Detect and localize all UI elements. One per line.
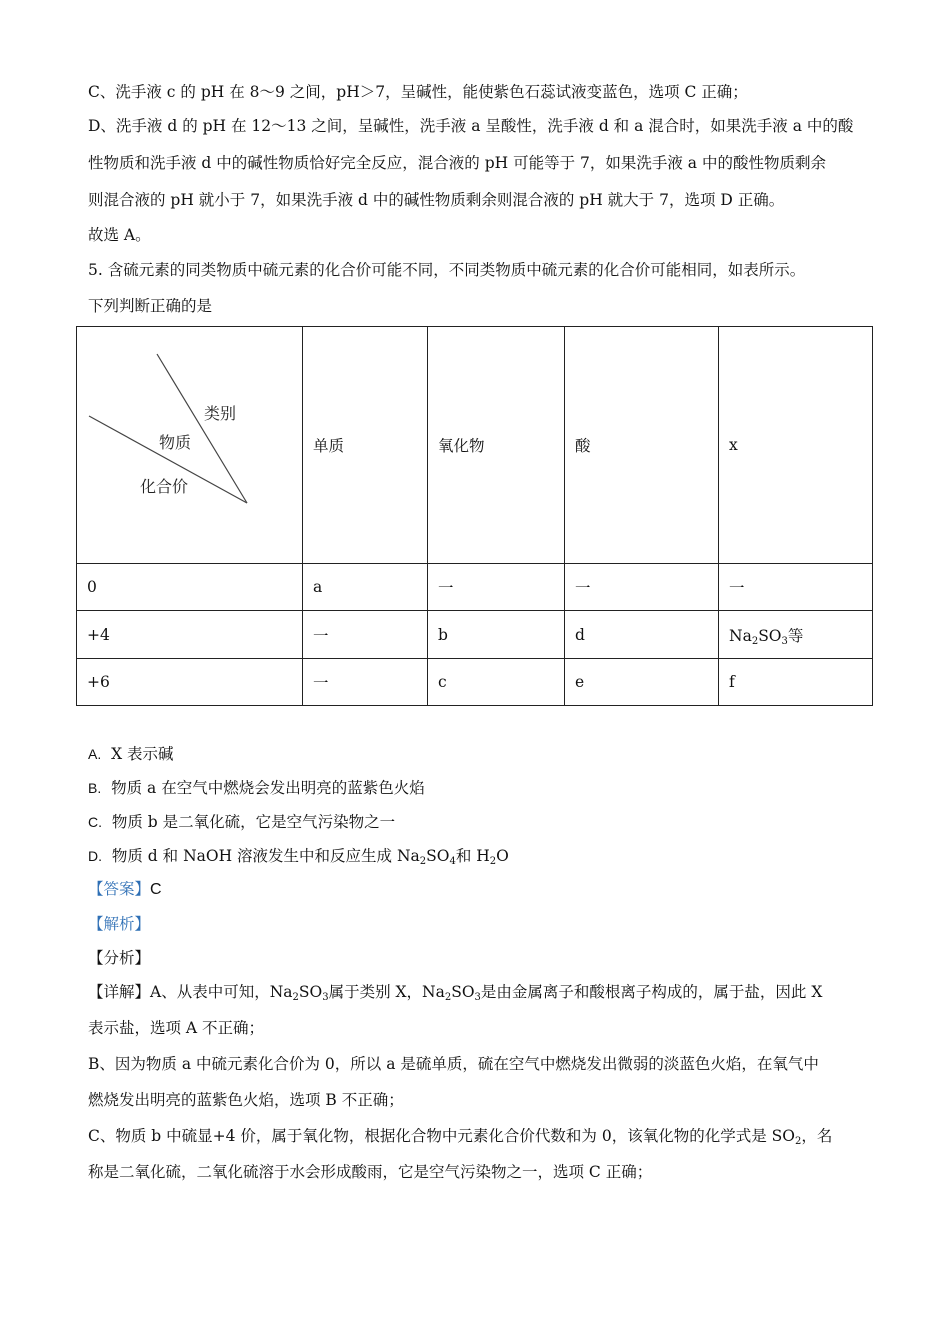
label-category: 类别 (204, 404, 237, 423)
table-cell: b (428, 611, 565, 659)
paragraph-line: D、洗手液 d 的 pH 在 12～13 之间，呈碱性，洗手液 a 呈酸性，洗手液 d 和 a 混合时，如果洗手液 a 中的酸 (88, 117, 854, 135)
option-d: D. 物质 d 和 NaOH 溶液发生中和反应生成 $Na_2SO_4$和 $H_2O$ (88, 847, 509, 867)
table-cell: 一 (303, 659, 428, 706)
valence-cell: +6 (77, 659, 303, 706)
diagonal-header-svg (77, 327, 302, 563)
table-cell: a (303, 564, 428, 611)
table-cell: e (565, 659, 719, 706)
table-cell: c (428, 659, 565, 706)
detail-line: B、因为物质 a 中硫元素化合价为 0，所以 a 是硫单质，硫在空气中燃烧发出微弱的淡蓝色火焰，在氧气中 (88, 1055, 819, 1073)
valence-cell: +4 (77, 611, 303, 659)
detail-line: 【详解】A、从表中可知，$Na_2SO_3$属于类别 X，$Na_2SO_3$是由金属离子和酸根离子构成的，属于盐，因此 X (88, 983, 823, 1003)
table-cell: 一 (719, 564, 873, 611)
table-row (77, 564, 873, 611)
detail-line: 称是二氧化硫，二氧化硫溶于水会形成酸雨，它是空气污染物之一，选项 C 正确； (88, 1163, 653, 1181)
answer-value: C (150, 881, 162, 898)
header-cell: 酸 (565, 327, 719, 564)
table-cell-na2so3: $Na_2SO_3$等 (719, 611, 873, 659)
label-substance: 物质 (159, 433, 192, 452)
sulfur-valence-table (76, 326, 873, 706)
paragraph-line: C、洗手液 c 的 pH 在 8～9 之间，pH＞7，呈碱性，能使紫色石蕊试液变蓝色，选项 C 正确； (88, 83, 748, 101)
question-stem: 5. 含硫元素的同类物质中硫元素的化合价可能不同，不同类物质中硫元素的化合价可能相同，如表所示。 (88, 261, 806, 279)
table-row (77, 611, 873, 659)
valence-cell: 0 (77, 564, 303, 611)
analysis-subheading: 【分析】 (88, 949, 151, 967)
option-a: A. X 表示碱 (88, 745, 174, 763)
paragraph-line: 故选 A。 (88, 226, 151, 244)
table-cell: d (565, 611, 719, 659)
header-cell: x (719, 327, 873, 564)
paragraph-line: 则混合液的 pH 就小于 7，如果洗手液 d 中的碱性物质剩余则混合液的 pH 就大于 7，选项 D 正确。 (88, 191, 785, 209)
detail-line: 表示盐，选项 A 不正确； (88, 1019, 265, 1037)
table-header-row (77, 327, 873, 564)
table-cell: 一 (303, 611, 428, 659)
table-cell: 一 (428, 564, 565, 611)
analysis-heading: 【解析】 (88, 915, 151, 933)
detail-line: 燃烧发出明亮的蓝紫色火焰，选项 B 不正确； (88, 1091, 404, 1109)
label-valence: 化合价 (140, 477, 189, 496)
paragraph-line: 性物质和洗手液 d 中的碱性物质恰好完全反应，混合液的 pH 可能等于 7，如果洗手液 a 中的酸性物质剩余 (88, 154, 826, 172)
diagonal-header-cell (77, 327, 303, 564)
header-cell: 单质 (303, 327, 428, 564)
header-cell: 氧化物 (428, 327, 565, 564)
table-cell: f (719, 659, 873, 706)
answer-label: 【答案】 (88, 880, 151, 898)
table-cell: 一 (565, 564, 719, 611)
answer-line (88, 879, 162, 900)
detail-line: C、物质 b 中硫显+4 价，属于氧化物，根据化合物中元素化合价代数和为 0，该氧化物的化学式是 $SO_2$，名 (88, 1127, 833, 1147)
option-c: C. 物质 b 是二氧化硫，它是空气污染物之一 (88, 813, 396, 831)
table-row (77, 659, 873, 706)
question-stem: 下列判断正确的是 (88, 297, 213, 315)
option-b: B. 物质 a 在空气中燃烧会发出明亮的蓝紫色火焰 (88, 779, 425, 797)
